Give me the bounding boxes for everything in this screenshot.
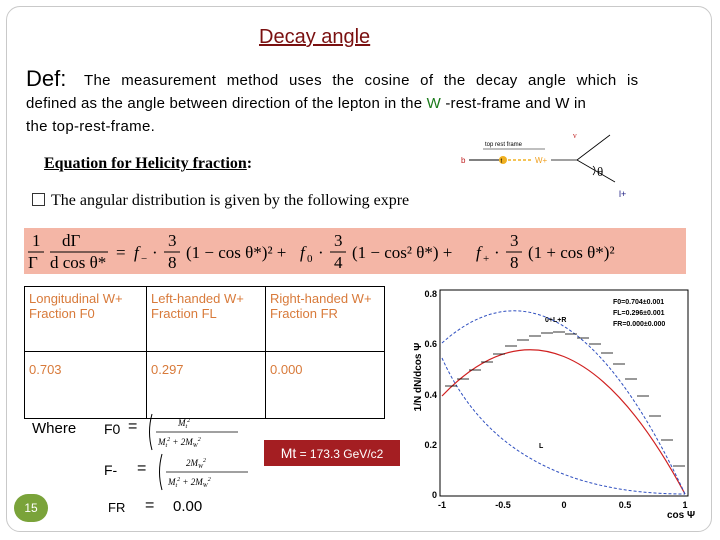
plot-legend [613, 299, 665, 328]
y-tick-0-4: 0.4 [424, 390, 437, 400]
legend-fr: FR=0.000±0.000 [613, 321, 666, 328]
page-number: 15 [14, 494, 48, 522]
where-label: Where [32, 420, 77, 437]
checkbox-bullet-icon [32, 193, 45, 206]
svg-text:f: f [300, 243, 305, 262]
plot-y-axis-label: 1/N dN/dcos Ψ [413, 342, 424, 412]
x-tick-1: 1 [682, 500, 688, 510]
svg-text:−: − [141, 253, 148, 265]
slide-title: Decay angle [259, 26, 371, 48]
definition-line-2 [26, 95, 586, 112]
top-mass-label: Mt [280, 445, 297, 461]
legend-f0: F0=0.704±0.001 [613, 299, 665, 306]
svg-text:f: f [476, 243, 481, 262]
plot-y-ticks [424, 289, 437, 500]
definition-text-a: defined as the angle between direction of the lepton in the [26, 95, 427, 112]
definition-text-c: in [569, 95, 587, 112]
fminus-equals: = [137, 460, 147, 477]
header-longitudinal-line2: Fraction F0 [29, 306, 95, 321]
w-boson-label-2: W [555, 95, 570, 112]
fr-symbol: FR [108, 500, 126, 515]
helicity-fraction-table [24, 286, 385, 419]
svg-text:8: 8 [510, 253, 519, 272]
fr-value: 0.00 [173, 498, 203, 515]
value-fl: 0.297 [147, 352, 266, 419]
definition-line-1: The measurement method uses the cosine of the decay angle which is [84, 72, 639, 89]
legend-fl: FL=0.296±0.001 [613, 310, 665, 317]
plot-x-axis-label: cos Ψ [667, 510, 696, 521]
header-left-handed-line1: Left-handed W+ [151, 291, 244, 306]
table-header-row [25, 287, 385, 352]
angular-distribution-text [32, 192, 409, 210]
svg-text:f: f [134, 243, 139, 262]
y-tick-0: 0 [431, 490, 437, 500]
f0-equals: = [128, 418, 138, 435]
header-longitudinal-line1: Longitudinal W+ [29, 291, 123, 306]
w-boson-label-1: W [426, 95, 441, 112]
x-tick-minus-0-5: -0.5 [495, 500, 511, 510]
svg-text:Mt2 + 2MW2: $M_t^2 + 2M_W^2$ [168, 477, 211, 489]
plot-x-ticks [438, 500, 688, 510]
curve-label-l: L [539, 443, 544, 450]
header-right-handed-line1: Right-handed W+ [270, 291, 372, 306]
svg-text:0: 0 [307, 253, 313, 265]
svg-text:·: · [494, 243, 500, 262]
header-right-handed-line2: Fraction FR [270, 306, 338, 321]
diagram-frame-label: top rest frame [485, 142, 523, 148]
svg-text:3: 3 [168, 231, 177, 250]
value-fr: 0.000 [266, 352, 385, 419]
cos-psi-distribution-plot [405, 282, 695, 522]
header-left-handed-line2: Fraction FL [151, 306, 217, 321]
decay-diagram [455, 130, 625, 200]
angular-distribution-formula [24, 228, 686, 274]
svg-text:(1 − cos θ*)² +: (1 − cos θ*)² + [186, 243, 287, 262]
fminus-fraction [156, 452, 256, 492]
svg-text:·: · [318, 243, 324, 262]
definition-text-b: -rest-frame and [440, 95, 556, 112]
svg-text:3: 3 [510, 231, 519, 250]
equation-heading-colon: : [246, 155, 253, 172]
equation-heading [44, 155, 252, 173]
top-mass-box [264, 440, 400, 466]
fminus-symbol: F- [104, 462, 118, 478]
definition-line-3: the top-rest-frame. [26, 118, 156, 135]
svg-text:dΓ: dΓ [62, 231, 81, 250]
x-tick-minus-1: -1 [437, 500, 447, 510]
x-tick-0: 0 [561, 500, 567, 510]
svg-text:1: 1 [32, 231, 41, 250]
f0-symbol: F0 [104, 421, 121, 437]
header-left-handed [147, 287, 266, 352]
svg-text:Γ: Γ [28, 253, 38, 272]
curve-label-total: 0+L+R [545, 317, 567, 324]
f0-fraction [146, 412, 246, 452]
svg-text:·: · [152, 243, 158, 262]
definition-label: Def: [26, 66, 67, 91]
x-tick-0-5: 0.5 [618, 500, 632, 510]
svg-text:(1 + cos θ*)²: (1 + cos θ*)² [528, 243, 615, 262]
diagram-w-label: W+ [535, 156, 548, 165]
svg-text:(1 − cos² θ*) +: (1 − cos² θ*) + [352, 243, 453, 262]
diagram-top-label: t [500, 158, 503, 165]
svg-text:=: = [116, 243, 126, 262]
svg-text:3: 3 [334, 231, 343, 250]
svg-text:d cos θ*: d cos θ* [50, 253, 107, 272]
y-tick-0-6: 0.6 [424, 339, 437, 349]
y-tick-0-2: 0.2 [424, 440, 437, 450]
value-f0: 0.703 [25, 352, 147, 419]
formula-svg [24, 228, 686, 274]
svg-text:Mt2 + 2MW2: $M_t^2 + 2M_W^2$ [158, 437, 201, 449]
svg-text:8: 8 [168, 253, 177, 272]
diagram-b-label: b [461, 156, 466, 165]
svg-text:4: 4 [334, 253, 343, 272]
angular-text: The angular distribution is given by the following expre [51, 192, 410, 209]
diagram-lepton-label: l+ [619, 189, 627, 199]
header-longitudinal [25, 287, 147, 352]
header-right-handed [266, 287, 385, 352]
theta-symbol: θ [597, 164, 604, 179]
svg-text:2MW2: $2M_W^2$ [186, 458, 206, 470]
equation-heading-title: Equation for Helicity fraction [44, 155, 247, 172]
svg-text:Mt2: $M_t^2$ [178, 418, 191, 430]
top-mass-value: = 173.3 GeV/c2 [296, 447, 384, 461]
svg-text:+: + [483, 253, 490, 265]
y-tick-0-8: 0.8 [424, 289, 437, 299]
table-row [25, 352, 385, 419]
fr-equals: = [145, 497, 155, 514]
diagram-nu-label: ν [573, 131, 577, 140]
